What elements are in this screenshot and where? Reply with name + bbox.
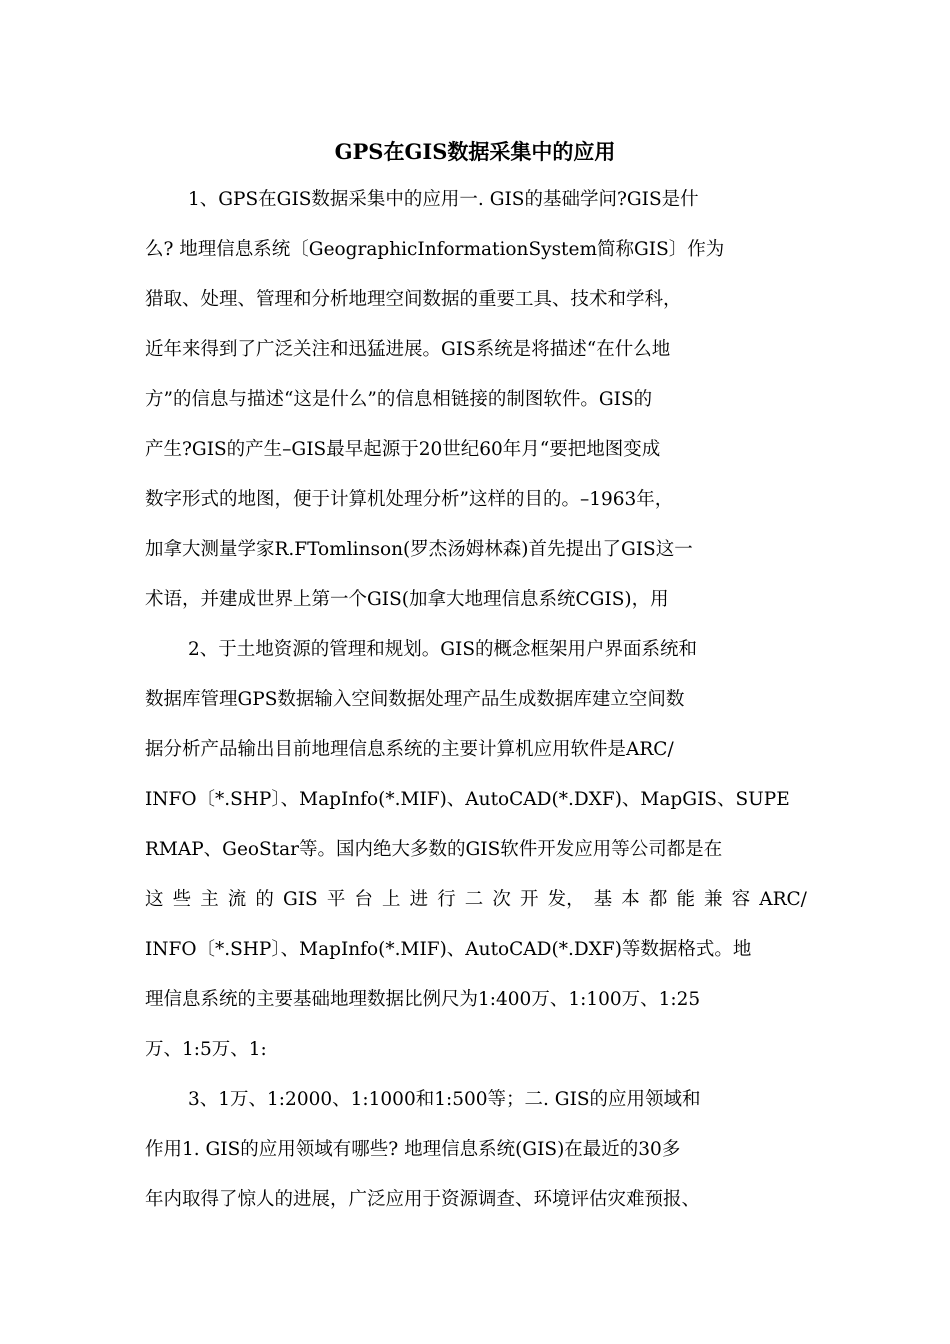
justified-word: 都 [648, 889, 668, 910]
paragraph-1-line-9: 术语，并建成世界上第一个GIS(加拿大地理信息系统CGIS)，用 [145, 589, 669, 610]
justified-word: 这 [145, 889, 164, 910]
paragraph-1-line-4: 近年来得到了广泛关注和迅猛进展。GIS系统是将描述“在什么地 [145, 339, 671, 360]
justified-word: 些 [172, 889, 192, 910]
paragraph-2-line-3: 据分析产品输出目前地理信息系统的主要计算机应用软件是ARC/ [145, 739, 674, 760]
paragraph-3-line-3: 年内取得了惊人的进展，广泛应用于资源调查、环境评估灾难预报、 [145, 1189, 701, 1210]
justified-word: 本 [621, 889, 640, 910]
document-title: GPS在GIS数据采集中的应用 [334, 139, 616, 164]
justified-word: GIS [282, 889, 318, 910]
paragraph-2-line-2: 数据库管理GPS数据输入空间数据处理产品生成数据库建立空间数 [145, 689, 685, 710]
justified-word: 基 [593, 889, 613, 910]
justified-word: 的 [255, 889, 274, 910]
paragraph-2-line-8: 理信息系统的主要基础地理数据比例尺为1:400万、1:100万、1:25 [145, 989, 701, 1010]
justified-word: 次 [492, 889, 511, 910]
paragraph-1-line-2: 么? 地理信息系统〔GeographicInformationSystem简称GIS〕作为 [145, 239, 725, 260]
paragraph-3-line-2: 作用1. GIS的应用领域有哪些? 地理信息系统(GIS)在最近的30多 [145, 1139, 681, 1160]
justified-word: 流 [227, 889, 247, 910]
justified-word: 容 [731, 889, 751, 910]
justified-word: 行 [437, 889, 456, 910]
justified-word: 主 [200, 889, 219, 910]
paragraph-1-line-7: 数字形式的地图，便于计算机处理分析”这样的目的。–1963年， [145, 489, 674, 510]
paragraph-2-line-1: 2、于土地资源的管理和规划。GIS的概念框架用户界面系统和 [188, 639, 698, 660]
paragraph-1-line-6: 产生?GIS的产生–GIS最早起源于20世纪60年月“要把地图变成 [145, 439, 661, 460]
justified-word: 兼 [704, 889, 723, 910]
justified-word: 上 [382, 889, 401, 910]
justified-word: 平 [326, 889, 346, 910]
paragraph-2-line-9: 万、1:5万、1: [145, 1039, 267, 1060]
paragraph-1-line-8: 加拿大测量学家R.FTomlinson(罗杰汤姆林森)首先提出了GIS这一 [145, 539, 693, 560]
paragraph-2-line-7: INFO〔*.SHP〕、MapInfo(*.MIF)、AutoCAD(*.DXF)等数据格式。地 [145, 939, 752, 960]
paragraph-1-line-5: 方”的信息与描述“这是什么”的信息相链接的制图软件。GIS的 [145, 389, 653, 410]
paragraph-2-line-4: INFO〔*.SHP〕、MapInfo(*.MIF)、AutoCAD(*.DXF)、MapGIS、SUPE [145, 789, 790, 810]
justified-word: ARC/ [759, 889, 807, 910]
justified-word: 进 [409, 889, 429, 910]
paragraph-2-line-5: RMAP、GeoStar等。国内绝大多数的GIS软件开发应用等公司都是在 [145, 839, 723, 860]
justified-word: 开 [519, 889, 539, 910]
justified-word: 能 [676, 889, 695, 910]
justified-word: 二 [464, 889, 484, 910]
justified-word: 发， [547, 889, 585, 910]
paragraph-3-line-1: 3、1万、1:2000、1:1000和1:500等；二. GIS的应用领域和 [188, 1089, 701, 1110]
paragraph-1-line-3: 猎取、处理、管理和分析地理空间数据的重要工具、技术和学科， [145, 289, 682, 310]
paragraph-2-line-6-justified [145, 880, 807, 920]
justified-word: 台 [354, 889, 373, 910]
paragraph-1-line-1: 1、GPS在GIS数据采集中的应用一. GIS的基础学问?GIS是什 [188, 189, 699, 210]
